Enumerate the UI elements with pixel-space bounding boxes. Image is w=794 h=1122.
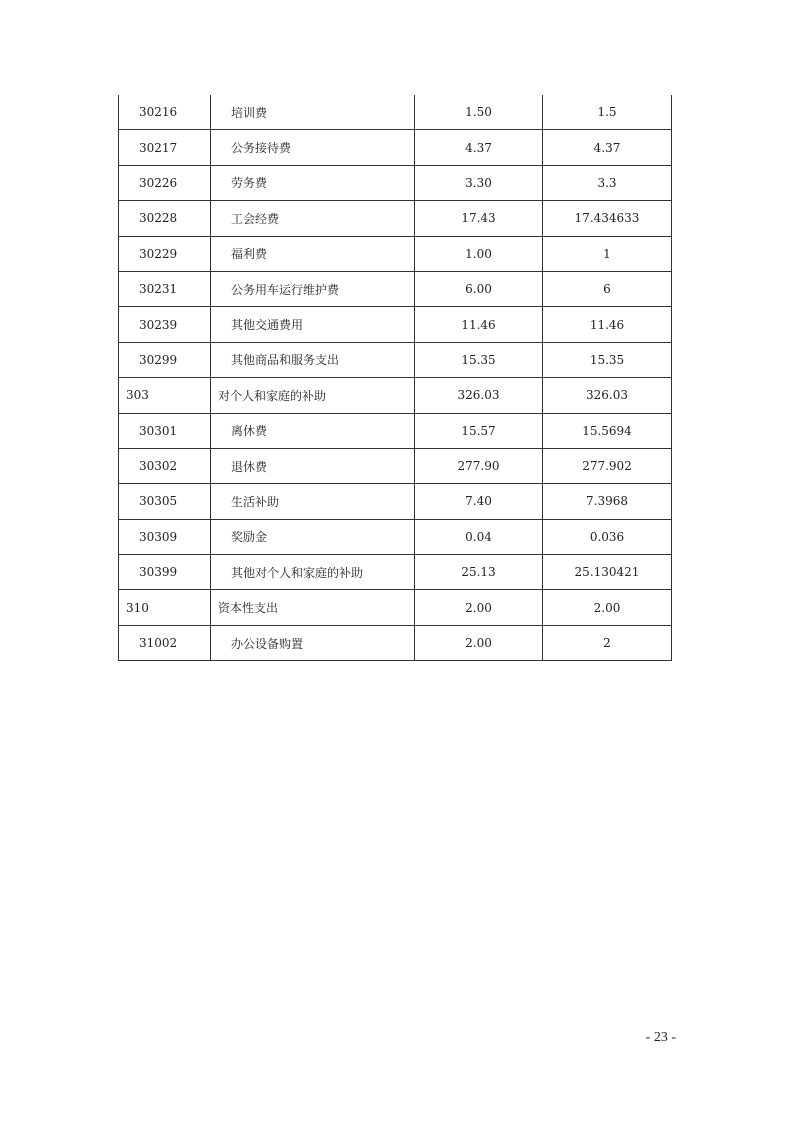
table-row <box>119 130 672 165</box>
table-row <box>119 95 672 130</box>
amount-detail-cell: 277.902 <box>543 448 672 483</box>
page-number: - 23 - <box>645 1030 676 1045</box>
amount-cell: 6.00 <box>415 271 543 306</box>
expense-name-cell: 公务接待费 <box>211 130 415 165</box>
expense-code-cell: 31002 <box>119 625 211 660</box>
amount-detail-cell: 15.5694 <box>543 413 672 448</box>
table-row <box>119 484 672 519</box>
amount-detail-cell: 17.434633 <box>543 201 672 236</box>
expense-name-cell: 离休费 <box>211 413 415 448</box>
budget-table <box>118 95 672 661</box>
amount-detail-cell: 3.3 <box>543 165 672 200</box>
expense-name-cell: 办公设备购置 <box>211 625 415 660</box>
amount-cell: 2.00 <box>415 590 543 625</box>
expense-name-cell: 其他商品和服务支出 <box>211 342 415 377</box>
expense-code-cell: 30299 <box>119 342 211 377</box>
table-row <box>119 625 672 660</box>
table-row <box>119 201 672 236</box>
budget-table-body <box>119 95 672 661</box>
amount-detail-cell: 6 <box>543 271 672 306</box>
amount-detail-cell: 7.3968 <box>543 484 672 519</box>
amount-detail-cell: 0.036 <box>543 519 672 554</box>
expense-name-cell: 福利费 <box>211 236 415 271</box>
expense-name-cell: 其他对个人和家庭的补助 <box>211 555 415 590</box>
amount-cell: 7.40 <box>415 484 543 519</box>
table-row <box>119 519 672 554</box>
expense-name-cell: 公务用车运行维护费 <box>211 271 415 306</box>
expense-name-cell: 生活补助 <box>211 484 415 519</box>
expense-name-cell: 退休费 <box>211 448 415 483</box>
expense-code-cell: 30228 <box>119 201 211 236</box>
expense-name-cell: 工会经费 <box>211 201 415 236</box>
amount-detail-cell: 326.03 <box>543 378 672 413</box>
amount-detail-cell: 4.37 <box>543 130 672 165</box>
expense-name-cell: 其他交通费用 <box>211 307 415 342</box>
table-row <box>119 448 672 483</box>
expense-code-cell: 30309 <box>119 519 211 554</box>
amount-cell: 2.00 <box>415 625 543 660</box>
amount-cell: 15.57 <box>415 413 543 448</box>
expense-code-cell: 30229 <box>119 236 211 271</box>
expense-code-cell: 30301 <box>119 413 211 448</box>
amount-cell: 277.90 <box>415 448 543 483</box>
amount-cell: 15.35 <box>415 342 543 377</box>
expense-code-cell: 303 <box>119 378 211 413</box>
expense-code-cell: 30302 <box>119 448 211 483</box>
amount-cell: 0.04 <box>415 519 543 554</box>
expense-name-cell: 奖励金 <box>211 519 415 554</box>
amount-cell: 17.43 <box>415 201 543 236</box>
expense-code-cell: 30399 <box>119 555 211 590</box>
expense-code-cell: 30216 <box>119 95 211 130</box>
expense-code-cell: 310 <box>119 590 211 625</box>
table-row <box>119 590 672 625</box>
amount-cell: 1.00 <box>415 236 543 271</box>
table-row <box>119 165 672 200</box>
table-row <box>119 378 672 413</box>
table-row <box>119 413 672 448</box>
expense-name-cell: 培训费 <box>211 95 415 130</box>
expense-code-cell: 30239 <box>119 307 211 342</box>
amount-detail-cell: 11.46 <box>543 307 672 342</box>
expense-code-cell: 30226 <box>119 165 211 200</box>
amount-detail-cell: 15.35 <box>543 342 672 377</box>
expense-name-cell: 资本性支出 <box>211 590 415 625</box>
amount-cell: 25.13 <box>415 555 543 590</box>
amount-cell: 3.30 <box>415 165 543 200</box>
amount-detail-cell: 1 <box>543 236 672 271</box>
expense-code-cell: 30231 <box>119 271 211 306</box>
amount-detail-cell: 25.130421 <box>543 555 672 590</box>
amount-detail-cell: 2.00 <box>543 590 672 625</box>
table-row <box>119 236 672 271</box>
expense-code-cell: 30305 <box>119 484 211 519</box>
expense-name-cell: 劳务费 <box>211 165 415 200</box>
expense-code-cell: 30217 <box>119 130 211 165</box>
amount-cell: 4.37 <box>415 130 543 165</box>
amount-cell: 326.03 <box>415 378 543 413</box>
table-row <box>119 342 672 377</box>
amount-cell: 11.46 <box>415 307 543 342</box>
table-row <box>119 307 672 342</box>
amount-detail-cell: 2 <box>543 625 672 660</box>
expense-name-cell: 对个人和家庭的补助 <box>211 378 415 413</box>
amount-cell: 1.50 <box>415 95 543 130</box>
table-row <box>119 555 672 590</box>
table-row <box>119 271 672 306</box>
amount-detail-cell: 1.5 <box>543 95 672 130</box>
